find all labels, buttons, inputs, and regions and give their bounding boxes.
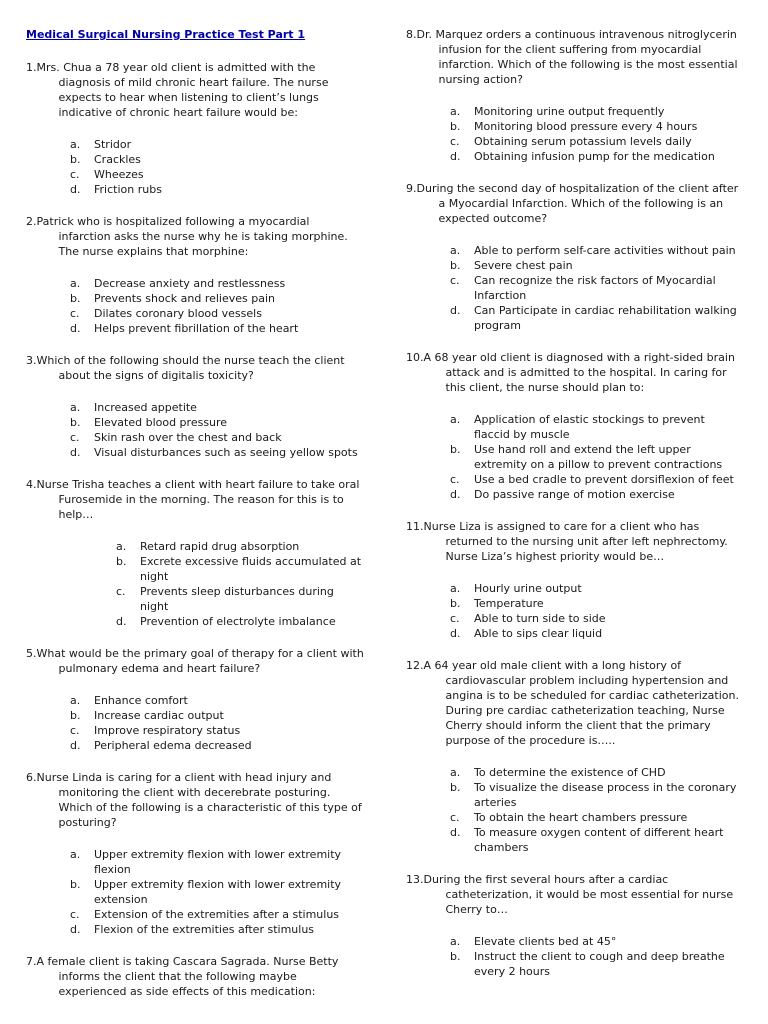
- question-11: [406, 519, 742, 641]
- option-letter: c.: [450, 473, 460, 486]
- option-letter: b.: [450, 259, 461, 272]
- answer-option: [450, 119, 742, 134]
- option-text: Stridor: [94, 138, 132, 151]
- option-letter: d.: [116, 615, 127, 628]
- option-letter: c.: [450, 612, 460, 625]
- option-text: Increased appetite: [94, 401, 197, 414]
- answer-option: [450, 780, 742, 810]
- option-letter: d.: [70, 446, 81, 459]
- option-letter: c.: [116, 585, 126, 598]
- option-text: Elevated blood pressure: [94, 416, 228, 429]
- option-letter: d.: [70, 322, 81, 335]
- answer-option: [70, 847, 364, 877]
- question-stem: [26, 954, 364, 999]
- option-text: Skin rash over the chest and back: [94, 431, 282, 444]
- option-text: Use hand roll and extend the left upper extremity on a pillow to prevent contractions: [474, 443, 723, 471]
- answer-option: [116, 539, 364, 554]
- answer-options: [406, 243, 742, 333]
- answer-option: [450, 412, 742, 442]
- question-stem: [26, 770, 364, 830]
- question-stem: [26, 646, 364, 676]
- option-letter: b.: [450, 120, 461, 133]
- option-letter: a.: [70, 694, 81, 707]
- answer-option: [70, 306, 364, 321]
- answer-option: [450, 596, 742, 611]
- answer-option: [450, 243, 742, 258]
- answer-option: [70, 276, 364, 291]
- option-letter: c.: [70, 724, 80, 737]
- option-text: Hourly urine output: [474, 582, 582, 595]
- answer-option: [70, 152, 364, 167]
- option-text: Enhance comfort: [94, 694, 188, 707]
- question-6: [26, 770, 364, 937]
- option-letter: d.: [450, 826, 461, 839]
- option-text: Elevate clients bed at 45°: [474, 935, 617, 948]
- answer-option: [450, 273, 742, 303]
- option-letter: a.: [70, 848, 81, 861]
- answer-option: [450, 765, 742, 780]
- question-number: 12.: [406, 659, 424, 672]
- option-letter: a.: [450, 105, 461, 118]
- question-text: Nurse Trisha teaches a client with heart failure to take oral Furosemide in the morning. The reason for this is to help…: [36, 478, 360, 521]
- option-text: Do passive range of motion exercise: [474, 488, 675, 501]
- answer-option: [70, 321, 364, 336]
- question-text: Mrs. Chua a 78 year old client is admitted with the diagnosis of mild chronic heart failure. The nurse expects to hear when listening to client’s lungs indicative of chronic heart failure would be:: [36, 61, 329, 119]
- answer-option: [450, 149, 742, 164]
- option-letter: d.: [450, 488, 461, 501]
- question-number: 13.: [406, 873, 424, 886]
- option-text: Prevents sleep disturbances during night: [140, 585, 334, 613]
- question-13: [406, 872, 742, 979]
- question-text: Nurse Linda is caring for a client with head injury and monitoring the client with decerebrate posturing. Which of the following is a characteristic of this type of posturing?: [36, 771, 362, 829]
- answer-option: [450, 487, 742, 502]
- question-list-left: [26, 60, 364, 999]
- answer-option: [450, 611, 742, 626]
- answer-option: [70, 693, 364, 708]
- option-letter: a.: [70, 277, 81, 290]
- option-letter: c.: [450, 274, 460, 287]
- option-text: Application of elastic stockings to prevent flaccid by muscle: [474, 413, 705, 441]
- option-letter: c.: [70, 307, 80, 320]
- question-text: Which of the following should the nurse teach the client about the signs of digitalis toxicity?: [36, 354, 345, 382]
- option-text: Friction rubs: [94, 183, 162, 196]
- option-letter: a.: [450, 244, 461, 257]
- question-4: [26, 477, 364, 629]
- question-number: 4.: [26, 478, 37, 491]
- question-stem: [406, 181, 742, 226]
- option-text: Crackles: [94, 153, 141, 166]
- option-letter: d.: [450, 627, 461, 640]
- question-8: [406, 27, 742, 164]
- question-stem: [26, 60, 364, 120]
- option-letter: c.: [70, 168, 80, 181]
- question-stem: [406, 27, 742, 87]
- answer-option: [70, 415, 364, 430]
- answer-options: [26, 847, 364, 937]
- option-text: Can recognize the risk factors of Myocardial Infarction: [474, 274, 716, 302]
- option-text: Flexion of the extremities after stimulus: [94, 923, 315, 936]
- option-letter: b.: [116, 555, 127, 568]
- answer-options: [406, 412, 742, 502]
- option-text: Decrease anxiety and restlessness: [94, 277, 286, 290]
- answer-option: [70, 182, 364, 197]
- answer-option: [70, 137, 364, 152]
- question-stem: [26, 214, 364, 259]
- answer-option: [70, 907, 364, 922]
- answer-options: [406, 104, 742, 164]
- option-text: To visualize the disease process in the coronary arteries: [474, 781, 737, 809]
- question-9: [406, 181, 742, 333]
- question-stem: [26, 353, 364, 383]
- option-letter: b.: [450, 597, 461, 610]
- option-letter: d.: [70, 923, 81, 936]
- answer-options: [26, 539, 364, 629]
- answer-option: [450, 303, 742, 333]
- option-letter: c.: [450, 811, 460, 824]
- right-column: [406, 27, 742, 996]
- answer-option: [450, 104, 742, 119]
- option-text: Temperature: [474, 597, 544, 610]
- answer-option: [70, 291, 364, 306]
- answer-option: [450, 472, 742, 487]
- answer-option: [450, 949, 742, 979]
- option-text: Peripheral edema decreased: [94, 739, 252, 752]
- question-number: 9.: [406, 182, 417, 195]
- question-number: 1.: [26, 61, 37, 74]
- answer-option: [70, 738, 364, 753]
- answer-option: [116, 584, 364, 614]
- option-text: Helps prevent fibrillation of the heart: [94, 322, 299, 335]
- answer-options: [26, 137, 364, 197]
- option-letter: b.: [450, 781, 461, 794]
- answer-option: [450, 810, 742, 825]
- option-letter: c.: [450, 135, 460, 148]
- option-letter: b.: [450, 950, 461, 963]
- answer-option: [70, 708, 364, 723]
- question-number: 5.: [26, 647, 37, 660]
- question-stem: [406, 350, 742, 395]
- answer-options: [26, 400, 364, 460]
- question-text: Nurse Liza is assigned to care for a client who has returned to the nursing unit after left nephrectomy. Nurse Liza’s highest priority would be…: [423, 520, 728, 563]
- option-letter: d.: [70, 183, 81, 196]
- question-stem: [406, 872, 742, 917]
- question-text: A female client is taking Cascara Sagrada. Nurse Betty informs the client that the following maybe experienced as side effects of this medication:: [36, 955, 339, 998]
- option-text: Prevents shock and relieves pain: [94, 292, 276, 305]
- option-text: Can Participate in cardiac rehabilitation walking program: [474, 304, 737, 332]
- question-number: 11.: [406, 520, 424, 533]
- question-text: During the first several hours after a cardiac catheterization, it would be most essential for nurse Cherry to…: [423, 873, 734, 916]
- option-letter: c.: [70, 908, 80, 921]
- question-10: [406, 350, 742, 502]
- question-text: Patrick who is hospitalized following a myocardial infarction asks the nurse why he is taking morphine. The nurse explains that morphine:: [36, 215, 348, 258]
- question-3: [26, 353, 364, 460]
- option-letter: a.: [450, 935, 461, 948]
- option-letter: b.: [70, 878, 81, 891]
- answer-option: [70, 445, 364, 460]
- answer-option: [70, 922, 364, 937]
- answer-option: [450, 934, 742, 949]
- question-stem: [406, 658, 742, 748]
- option-text: Dilates coronary blood vessels: [94, 307, 262, 320]
- option-letter: b.: [70, 153, 81, 166]
- option-text: Excrete excessive fluids accumulated at night: [140, 555, 362, 583]
- option-letter: b.: [70, 709, 81, 722]
- option-text: Prevention of electrolyte imbalance: [140, 615, 336, 628]
- option-text: Upper extremity flexion with lower extremity flexion: [94, 848, 342, 876]
- option-text: Monitoring blood pressure every 4 hours: [474, 120, 698, 133]
- option-letter: d.: [70, 739, 81, 752]
- option-letter: a.: [116, 540, 127, 553]
- option-letter: a.: [70, 401, 81, 414]
- option-text: Retard rapid drug absorption: [140, 540, 300, 553]
- option-text: Upper extremity flexion with lower extremity extension: [94, 878, 342, 906]
- page-title[interactable]: Medical Surgical Nursing Practice Test Part 1: [26, 28, 306, 41]
- answer-option: [450, 626, 742, 641]
- answer-option: [70, 167, 364, 182]
- option-text: Obtaining infusion pump for the medication: [474, 150, 715, 163]
- answer-option: [450, 442, 742, 472]
- answer-option: [70, 877, 364, 907]
- question-1: [26, 60, 364, 197]
- option-text: To obtain the heart chambers pressure: [474, 811, 688, 824]
- option-text: Increase cardiac output: [94, 709, 224, 722]
- answer-options: [406, 581, 742, 641]
- question-number: 10.: [406, 351, 424, 364]
- question-list-right: [406, 27, 742, 979]
- question-text: What would be the primary goal of therapy for a client with pulmonary edema and heart failure?: [36, 647, 364, 675]
- answer-option: [450, 134, 742, 149]
- question-text: During the second day of hospitalization of the client after a Myocardial Infarction. Which of the following is an expected outcome?: [416, 182, 739, 225]
- question-text: A 68 year old client is diagnosed with a right-sided brain attack and is admitted to the hospital. In caring for this client, the nurse should plan to:: [423, 351, 735, 394]
- option-text: Extension of the extremities after a stimulus: [94, 908, 340, 921]
- option-text: Instruct the client to cough and deep breathe every 2 hours: [474, 950, 725, 978]
- option-text: Severe chest pain: [474, 259, 573, 272]
- question-number: 7.: [26, 955, 37, 968]
- answer-options: [406, 765, 742, 855]
- question-number: 8.: [406, 28, 417, 41]
- option-letter: b.: [450, 443, 461, 456]
- option-text: Visual disturbances such as seeing yellow spots: [94, 446, 358, 459]
- answer-option: [70, 723, 364, 738]
- option-text: Able to perform self-care activities without pain: [474, 244, 736, 257]
- question-text: Dr. Marquez orders a continuous intravenous nitroglycerin infusion for the client suffering from myocardial infarction. Which of the following is the most essential nursing action?: [416, 28, 738, 86]
- question-stem: [406, 519, 742, 564]
- answer-option: [70, 430, 364, 445]
- option-letter: d.: [450, 304, 461, 317]
- answer-option: [70, 400, 364, 415]
- option-letter: a.: [450, 582, 461, 595]
- answer-option: [450, 581, 742, 596]
- answer-option: [116, 614, 364, 629]
- left-column: [26, 27, 364, 1016]
- answer-options: [26, 693, 364, 753]
- option-text: Use a bed cradle to prevent dorsiflexion of feet: [474, 473, 734, 486]
- question-number: 3.: [26, 354, 37, 367]
- question-12: [406, 658, 742, 855]
- option-letter: a.: [70, 138, 81, 151]
- option-text: Improve respiratory status: [94, 724, 241, 737]
- option-text: To determine the existence of CHD: [474, 766, 666, 779]
- option-letter: b.: [70, 292, 81, 305]
- answer-option: [450, 825, 742, 855]
- question-stem: [26, 477, 364, 522]
- option-letter: a.: [450, 766, 461, 779]
- answer-options: [26, 276, 364, 336]
- question-5: [26, 646, 364, 753]
- option-text: Able to turn side to side: [474, 612, 606, 625]
- question-text: A 64 year old male client with a long history of cardiovascular problem including hypertension and angina is to be scheduled for cardiac catheterization. During pre cardiac catheterization teaching, Nurse Cherry should inform the client that the primary purpose of the procedure is…..: [423, 659, 739, 747]
- question-number: 2.: [26, 215, 37, 228]
- option-text: Obtaining serum potassium levels daily: [474, 135, 692, 148]
- question-7: [26, 954, 364, 999]
- question-2: [26, 214, 364, 336]
- option-letter: b.: [70, 416, 81, 429]
- answer-option: [450, 258, 742, 273]
- option-letter: c.: [70, 431, 80, 444]
- option-text: Able to sips clear liquid: [474, 627, 603, 640]
- option-letter: a.: [450, 413, 461, 426]
- question-number: 6.: [26, 771, 37, 784]
- answer-options: [406, 934, 742, 979]
- option-text: Wheezes: [94, 168, 144, 181]
- option-text: Monitoring urine output frequently: [474, 105, 665, 118]
- answer-option: [116, 554, 364, 584]
- option-text: To measure oxygen content of different heart chambers: [474, 826, 724, 854]
- option-letter: d.: [450, 150, 461, 163]
